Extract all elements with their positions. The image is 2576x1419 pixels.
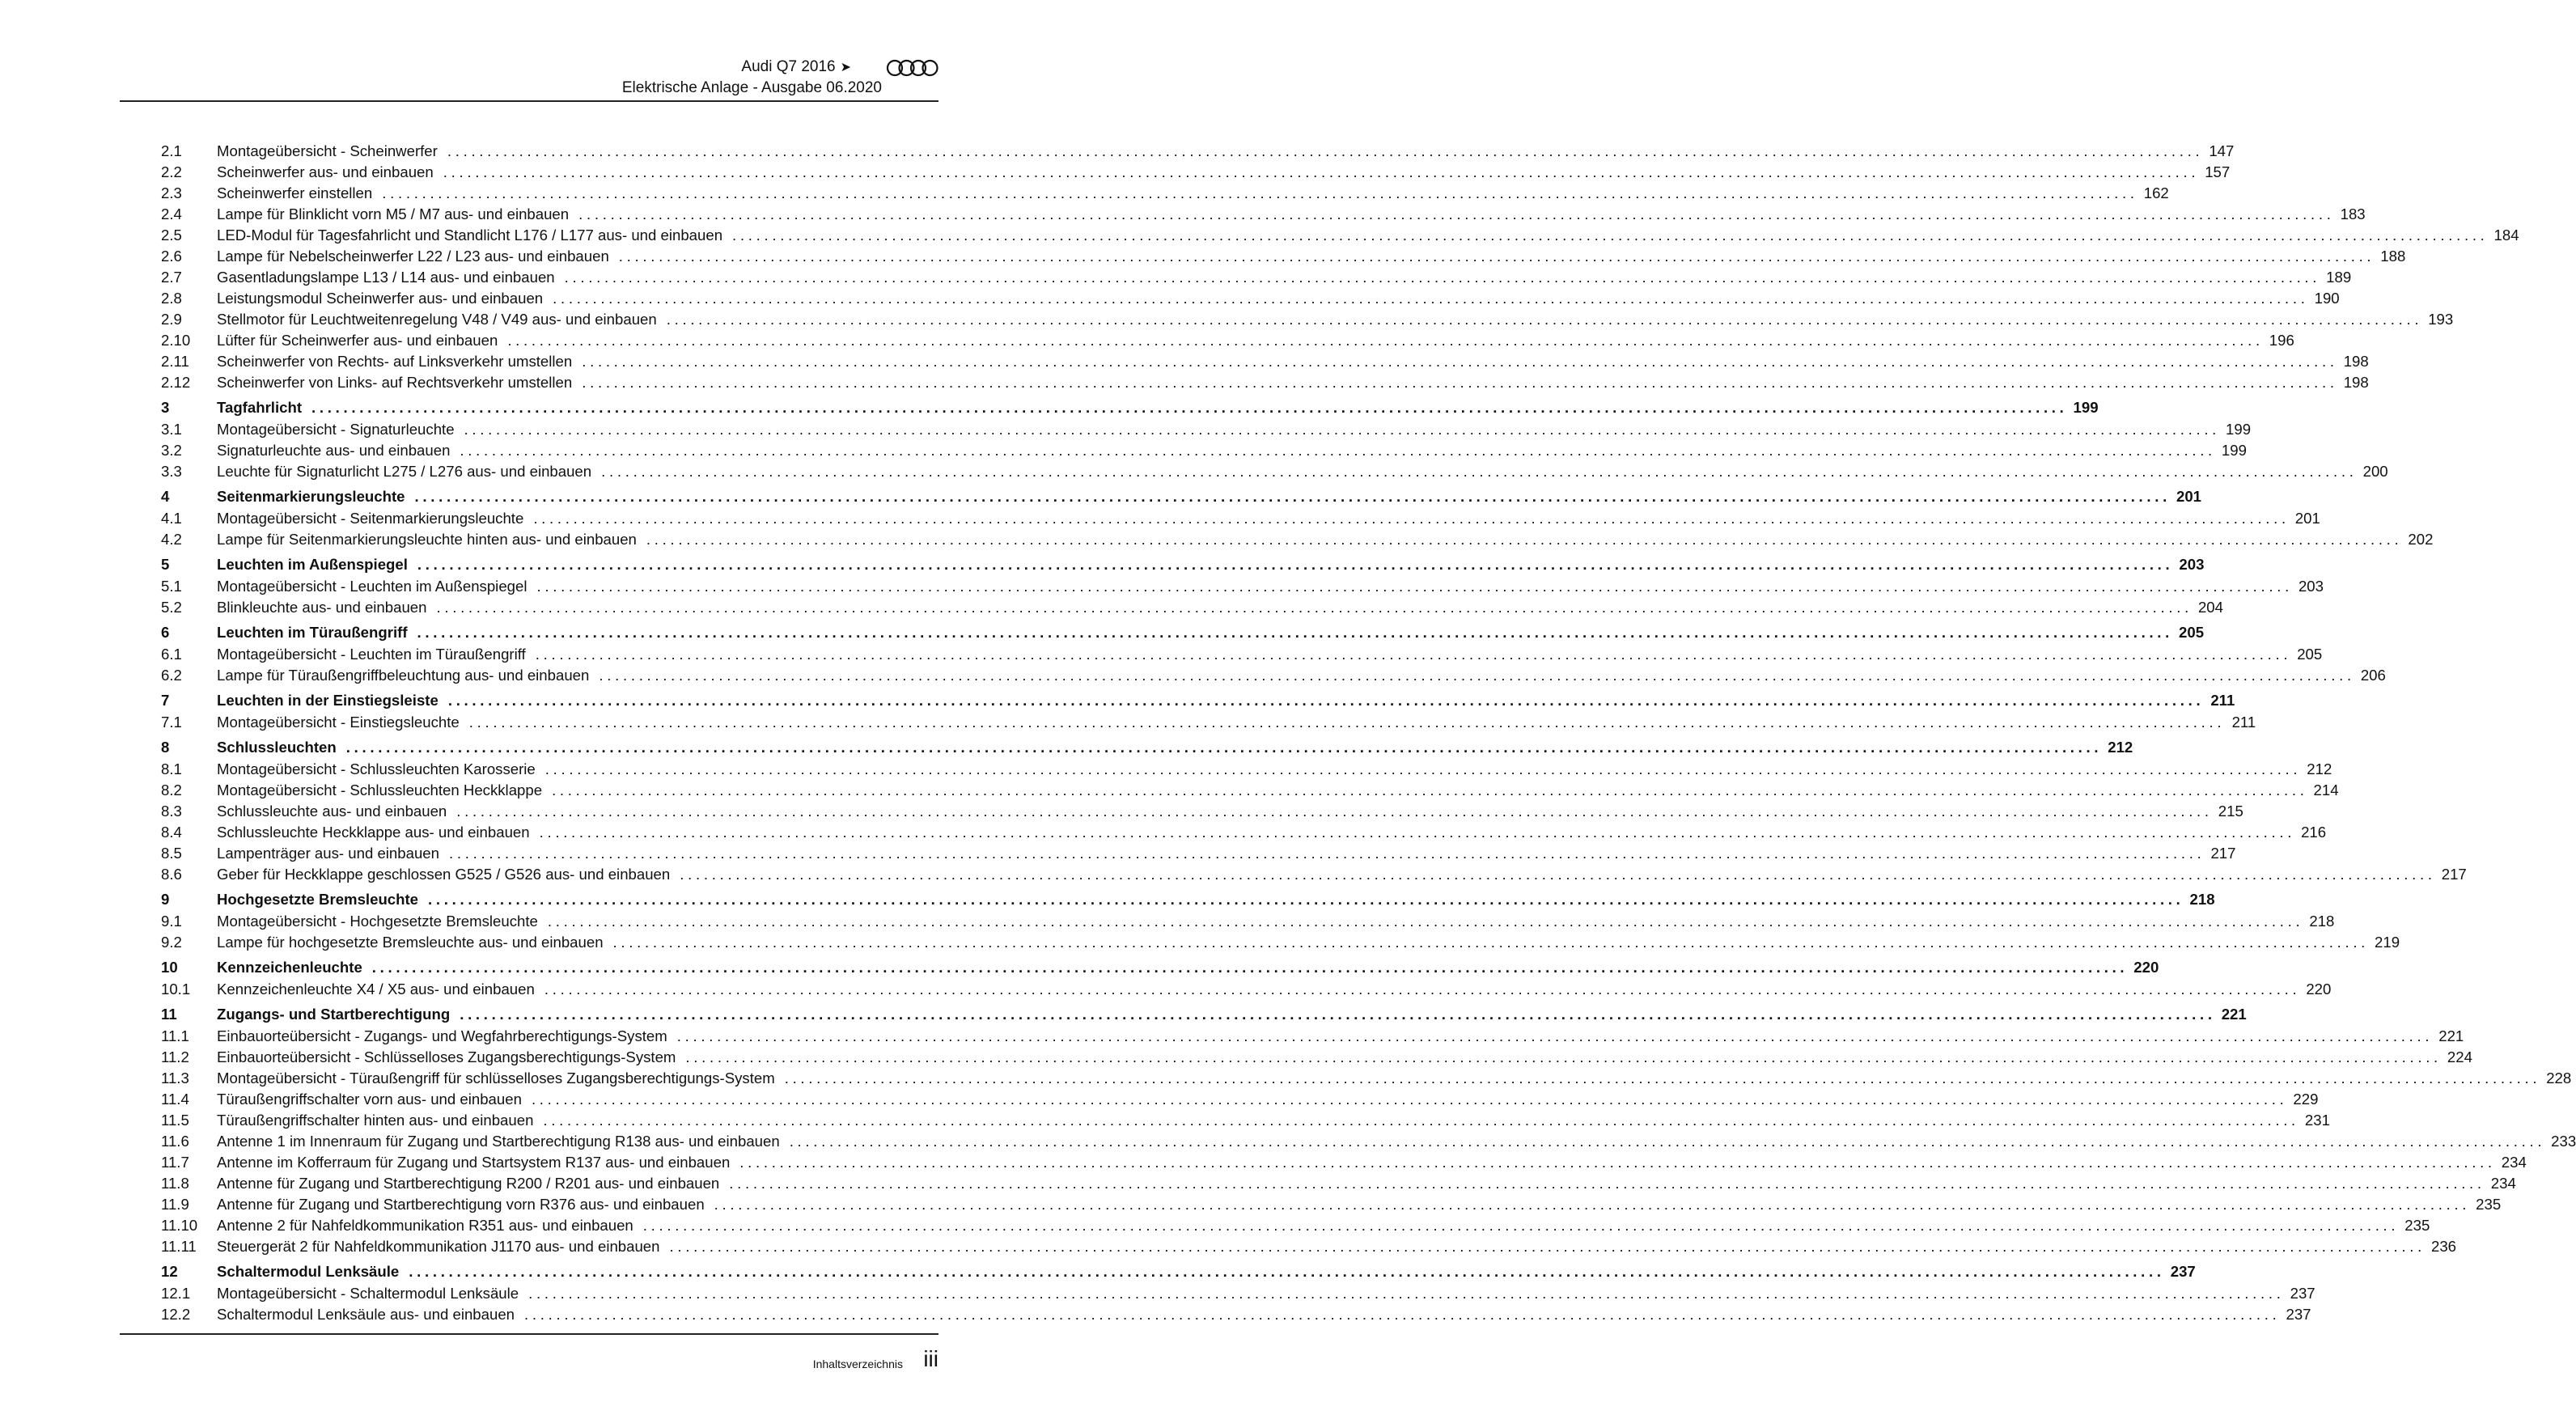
toc-leader-dots: ............................................................................................................................................................................................................................ (460, 1006, 2216, 1023)
toc-entry[interactable] (161, 932, 2400, 953)
toc-entry-number: 2.9 (161, 311, 182, 328)
toc-entry-number: 3 (161, 399, 170, 416)
toc-entry-title: Antenne im Kofferraum für Zugang und Startsystem R137 aus- und einbauen (217, 1154, 731, 1171)
toc-entry-title: Blinkleuchte aus- und einbauen (217, 599, 427, 616)
toc-entry-page: 196 (2269, 332, 2294, 349)
toc-entry-title: Leuchten im Außenspiegel (217, 556, 408, 573)
toc-entry-page: 183 (2340, 205, 2366, 222)
toc-entry[interactable] (161, 288, 2340, 309)
toc-entry-title: Schaltermodul Lenksäule aus- und einbauen (217, 1306, 515, 1323)
toc-entry-page: 214 (2313, 782, 2339, 798)
toc-entry-title: Antenne 1 im Innenraum für Zugang und Startberechtigung R138 aus- und einbauen (217, 1133, 780, 1150)
toc-entry-number: 11.10 (161, 1217, 198, 1234)
toc-entry[interactable] (161, 1304, 2311, 1325)
toc-entry-number: 8.4 (161, 824, 182, 841)
toc-leader-dots: ............................................................................................................................................................................................................................ (564, 269, 2321, 286)
toc-entry-title: Lampenträger aus- und einbauen (217, 845, 439, 862)
toc-entry-number: 2.12 (161, 374, 191, 391)
toc-leader-dots: ............................................................................................................................................................................................................................ (536, 578, 2293, 595)
toc-leader-dots: ............................................................................................................................................................................................................................ (468, 714, 2226, 731)
toc-entry-page: 231 (2304, 1112, 2330, 1129)
toc-leader-dots: ............................................................................................................................................................................................................................ (729, 1175, 2485, 1192)
toc-entry-number: 11.9 (161, 1196, 189, 1213)
toc-entry-title: Zugangs- und Startberechtigung (217, 1006, 451, 1023)
toc-entry-title: Scheinwerfer einstellen (217, 184, 373, 201)
toc-entry-number: 12.1 (161, 1285, 191, 1302)
toc-entry-number: 11.3 (161, 1070, 189, 1086)
toc-chapter-entry[interactable] (161, 1260, 2196, 1283)
toc-entry-number: 5.1 (161, 578, 182, 595)
toc-entry[interactable] (161, 1110, 2330, 1131)
toc-entry[interactable] (161, 461, 2388, 482)
toc-entry[interactable] (161, 1173, 2516, 1194)
toc-entry-number: 11.6 (161, 1133, 189, 1150)
toc-chapter-entry[interactable] (161, 485, 2202, 508)
toc-entry-page: 199 (2226, 421, 2252, 438)
toc-leader-dots: ............................................................................................................................................................................................................................ (447, 692, 2205, 709)
toc-entry[interactable] (161, 1236, 2457, 1257)
toc-entry-number: 8.1 (161, 760, 182, 777)
toc-entry-title: Scheinwerfer von Links- auf Rechtsverkehr umstellen (217, 374, 573, 391)
toc-entry[interactable] (161, 529, 2434, 550)
toc-entry-page: 224 (2447, 1048, 2472, 1065)
toc-entry-page: 188 (2380, 248, 2406, 265)
toc-entry-title: Steuergerät 2 für Nahfeldkommunikation J1170 aus- und einbauen (217, 1238, 660, 1255)
toc-leader-dots: ............................................................................................................................................................................................................................ (553, 290, 2309, 307)
toc-entry-page: 221 (2438, 1027, 2464, 1044)
toc-leader-dots: ............................................................................................................................................................................................................................ (443, 163, 2200, 180)
toc-entry-page: 206 (2360, 667, 2386, 684)
audi-rings-logo (887, 58, 938, 78)
toc-entry-title: Türaußengriffschalter hinten aus- und einbauen (217, 1112, 534, 1129)
toc-entry-title: Kennzeichenleuchte (217, 959, 362, 976)
toc-entry-page: 199 (2073, 399, 2099, 416)
toc-entry-page: 211 (2231, 714, 2256, 731)
toc-entry-page: 218 (2189, 891, 2215, 908)
toc-entry-page: 203 (2298, 578, 2324, 595)
toc-entry[interactable] (161, 759, 2332, 780)
toc-entry[interactable] (161, 309, 2454, 330)
toc-entry-title: Scheinwerfer aus- und einbauen (217, 163, 434, 180)
footer-page-number: iii (923, 1346, 938, 1371)
toc-entry-number: 3.2 (161, 442, 182, 459)
toc-entry-title: Montageübersicht - Einstiegsleuchte (217, 714, 460, 731)
toc-leader-dots: ............................................................................................................................................................................................................................ (669, 1238, 2426, 1255)
toc-entry-page: 216 (2301, 824, 2327, 841)
toc-leader-dots: ............................................................................................................................................................................................................................ (784, 1070, 2541, 1086)
toc-entry[interactable] (161, 576, 2324, 597)
toc-entry-title: Montageübersicht - Schlussleuchten Karosserie (217, 760, 536, 777)
toc-entry-title: Schaltermodul Lenksäule (217, 1263, 400, 1280)
toc-leader-dots: ............................................................................................................................................................................................................................ (732, 227, 2489, 244)
toc-entry-page: 202 (2408, 531, 2434, 548)
toc-entry-number: 11.2 (161, 1048, 189, 1065)
toc-entry[interactable] (161, 644, 2323, 665)
toc-entry-title: Signaturleuchte aus- und einbauen (217, 442, 451, 459)
header-model: Audi Q7 2016 (741, 58, 836, 75)
toc-leader-dots: ............................................................................................................................................................................................................................ (456, 803, 2213, 820)
toc-entry-title: Scheinwerfer von Rechts- auf Linksverkehr umstellen (217, 353, 573, 370)
toc-leader-dots: ............................................................................................................................................................................................................................ (531, 1091, 2288, 1108)
toc-entry[interactable] (161, 183, 2169, 204)
toc-entry[interactable] (161, 225, 2519, 246)
toc-entry-title: Tagfahrlicht (217, 399, 303, 416)
toc-entry-title: Hochgesetzte Bremsleuchte (217, 891, 419, 908)
toc-entry-number: 4.2 (161, 531, 182, 548)
header-subtitle: Elektrische Anlage - Ausgabe 06.2020 (621, 79, 882, 96)
toc-entry-title: Leuchten im Türaußengriff (217, 624, 408, 641)
toc-entry-page: 220 (2306, 981, 2332, 998)
toc-entry-page: 217 (2441, 866, 2467, 883)
toc-leader-dots: ............................................................................................................................................................................................................................ (417, 624, 2174, 641)
toc-leader-dots: ............................................................................................................................................................................................................................ (666, 311, 2423, 328)
toc-entry-title: Leuchten in der Einstiegsleiste (217, 692, 439, 709)
toc-entry[interactable] (161, 979, 2332, 1000)
toc-leader-dots: ............................................................................................................................................................................................................................ (582, 353, 2338, 370)
toc-leader-dots: ............................................................................................................................................................................................................................ (417, 556, 2174, 573)
toc-entry[interactable] (161, 822, 2327, 843)
toc-leader-dots: ............................................................................................................................................................................................................................ (311, 399, 2068, 416)
toc-entry-number: 8.2 (161, 782, 182, 798)
toc-entry[interactable] (161, 911, 2335, 932)
toc-leader-dots: ............................................................................................................................................................................................................................ (599, 667, 2355, 684)
toc-entry-title: Antenne 2 für Nahfeldkommunikation R351 aus- und einbauen (217, 1217, 633, 1234)
toc-leader-dots: ............................................................................................................................................................................................................................ (544, 760, 2302, 777)
toc-entry-page: 218 (2309, 913, 2335, 930)
toc-leader-dots: ............................................................................................................................................................................................................................ (460, 442, 2216, 459)
toc-entry-number: 8.5 (161, 845, 182, 862)
toc-entry-page: 203 (2179, 556, 2205, 573)
toc-entry-number: 2.4 (161, 205, 182, 222)
toc-entry-title: Lüfter für Scheinwerfer aus- und einbauen (217, 332, 498, 349)
toc-leader-dots: ............................................................................................................................................................................................................................ (582, 374, 2338, 391)
toc-leader-dots: ............................................................................................................................................................................................................................ (642, 1217, 2400, 1234)
toc-entry-page: 235 (2476, 1196, 2502, 1213)
toc-entry-page: 162 (2143, 184, 2169, 201)
toc-entry[interactable] (161, 665, 2386, 686)
toc-entry-title: Lampe für Seitenmarkierungsleuchte hinten aus- und einbauen (217, 531, 637, 548)
toc-entry[interactable] (161, 1283, 2315, 1304)
toc-entry[interactable] (161, 1089, 2319, 1110)
toc-entry-title: Schlussleuchte Heckklappe aus- und einbauen (217, 824, 530, 841)
toc-entry[interactable] (161, 1026, 2464, 1047)
toc-entry-title: Türaußengriffschalter vorn aus- und einbauen (217, 1091, 522, 1108)
header-model-line (741, 58, 851, 76)
toc-entry[interactable] (161, 597, 2223, 618)
toc-entry[interactable] (161, 267, 2352, 288)
toc-entry-page: 212 (2307, 760, 2332, 777)
toc-entry[interactable] (161, 440, 2247, 461)
toc-entry-number: 4.1 (161, 510, 182, 527)
toc-leader-dots: ............................................................................................................................................................................................................................ (618, 248, 2375, 265)
toc-entry-number: 2.6 (161, 248, 182, 265)
toc-entry-title: Lampe für hochgesetzte Bremsleuchte aus- und einbauen (217, 934, 604, 951)
toc-entry-number: 8 (161, 739, 170, 756)
page-header (120, 53, 938, 102)
toc-leader-dots: ............................................................................................................................................................................................................................ (680, 866, 2436, 883)
toc-entry-number: 11.7 (161, 1154, 189, 1171)
toc-entry[interactable] (161, 864, 2467, 885)
footer-label: Inhaltsverzeichnis (812, 1358, 903, 1370)
toc-entry[interactable] (161, 141, 2235, 162)
toc-entry-number: 10.1 (161, 981, 191, 998)
toc-entry-page: 205 (2179, 624, 2205, 641)
toc-entry-number: 2.5 (161, 227, 182, 244)
toc-entry-number: 7 (161, 692, 170, 709)
table-of-contents (161, 141, 2576, 1325)
toc-entry[interactable] (161, 508, 2320, 529)
toc-entry-page: 190 (2314, 290, 2340, 307)
toc-entry-title: Lampe für Türaußengriffbeleuchtung aus- und einbauen (217, 667, 590, 684)
toc-entry-number: 11.5 (161, 1112, 189, 1129)
toc-chapter-entry[interactable] (161, 688, 2235, 712)
toc-entry-page: 215 (2218, 803, 2243, 820)
toc-chapter-entry[interactable] (161, 887, 2215, 911)
toc-leader-dots: ............................................................................................................................................................................................................................ (345, 739, 2103, 756)
arrow-icon: ➤ (840, 61, 851, 74)
toc-entry-title: Leistungsmodul Scheinwerfer aus- und einbauen (217, 290, 544, 307)
toc-entry-number: 6 (161, 624, 170, 641)
toc-entry-number: 5 (161, 556, 170, 573)
toc-entry-page: 211 (2210, 692, 2235, 709)
toc-chapter-entry[interactable] (161, 621, 2205, 644)
toc-entry-page: 236 (2430, 1238, 2457, 1255)
toc-entry-number: 2.10 (161, 332, 191, 349)
toc-entry-page: 147 (2209, 142, 2235, 159)
toc-entry[interactable] (161, 330, 2294, 351)
toc-leader-dots: ............................................................................................................................................................................................................................ (535, 646, 2292, 663)
toc-entry[interactable] (161, 780, 2339, 801)
toc-entry-page: 184 (2493, 227, 2519, 244)
toc-entry-page: 199 (2221, 442, 2247, 459)
toc-entry-number: 3.1 (161, 421, 182, 438)
toc-leader-dots: ............................................................................................................................................................................................................................ (646, 531, 2403, 548)
toc-entry[interactable] (161, 1047, 2472, 1068)
toc-entry-title: Montageübersicht - Türaußengriff für schlüsselloses Zugangsberechtigungs-System (217, 1070, 775, 1086)
toc-entry-title: Stellmotor für Leuchtweitenregelung V48 / V49 aus- und einbauen (217, 311, 657, 328)
toc-entry-number: 8.3 (161, 803, 182, 820)
toc-entry-page: 219 (2375, 934, 2400, 951)
toc-entry-number: 9.1 (161, 913, 182, 930)
toc-leader-dots: ............................................................................................................................................................................................................................ (528, 1285, 2285, 1302)
toc-leader-dots: ............................................................................................................................................................................................................................ (612, 934, 2370, 951)
toc-leader-dots: ............................................................................................................................................................................................................................ (578, 205, 2335, 222)
toc-leader-dots: ............................................................................................................................................................................................................................ (507, 332, 2264, 349)
toc-entry-page: 212 (2108, 739, 2133, 756)
toc-entry-number: 4 (161, 488, 170, 505)
toc-leader-dots: ............................................................................................................................................................................................................................ (739, 1154, 2496, 1171)
toc-entry-page: 205 (2297, 646, 2323, 663)
toc-entry-number: 12.2 (161, 1306, 191, 1323)
toc-entry-title: Geber für Heckklappe geschlossen G525 / G526 aus- und einbauen (217, 866, 671, 883)
toc-entry-page: 198 (2343, 374, 2369, 391)
toc-leader-dots: ............................................................................................................................................................................................................................ (447, 142, 2204, 159)
toc-entry-number: 9 (161, 891, 170, 908)
toc-entry-number: 8.6 (161, 866, 182, 883)
toc-entry-title: Montageübersicht - Leuchten im Außenspiegel (217, 578, 527, 595)
toc-entry[interactable] (161, 372, 2369, 393)
toc-leader-dots: ............................................................................................................................................................................................................................ (601, 463, 2358, 480)
toc-entry-page: 157 (2205, 163, 2231, 180)
toc-entry[interactable] (161, 1215, 2430, 1236)
toc-entry-title: Montageübersicht - Signaturleuchte (217, 421, 455, 438)
toc-entry-page: 229 (2293, 1091, 2319, 1108)
toc-entry-number: 11.11 (161, 1238, 197, 1255)
toc-entry-title: Lampe für Blinklicht vorn M5 / M7 aus- und einbauen (217, 205, 570, 222)
toc-entry-number: 2.7 (161, 269, 182, 286)
toc-chapter-entry[interactable] (161, 955, 2159, 979)
toc-entry-title: Schlussleuchte aus- und einbauen (217, 803, 447, 820)
toc-entry-page: 198 (2343, 353, 2369, 370)
toc-entry[interactable] (161, 351, 2369, 372)
toc-leader-dots: ............................................................................................................................................................................................................................ (533, 510, 2290, 527)
toc-entry-page: 221 (2221, 1006, 2247, 1023)
toc-entry-page: 204 (2197, 599, 2223, 616)
toc-entry[interactable] (161, 419, 2252, 440)
toc-entry-number: 7.1 (161, 714, 182, 731)
toc-entry-title: Montageübersicht - Schlussleuchten Heckklappe (217, 782, 543, 798)
toc-leader-dots: ............................................................................................................................................................................................................................ (414, 488, 2171, 505)
toc-entry[interactable] (161, 204, 2366, 225)
toc-entry-page: 233 (2551, 1133, 2576, 1150)
toc-entry-number: 2.8 (161, 290, 182, 307)
toc-leader-dots: ............................................................................................................................................................................................................................ (524, 1306, 2281, 1323)
toc-entry-number: 3.3 (161, 463, 182, 480)
toc-chapter-entry[interactable] (161, 1002, 2247, 1026)
toc-entry-page: 193 (2428, 311, 2454, 328)
toc-entry-number: 9.2 (161, 934, 182, 951)
toc-entry-number: 6.1 (161, 646, 182, 663)
toc-entry-title: Seitenmarkierungsleuchte (217, 488, 405, 505)
toc-entry-title: Lampe für Nebelscheinwerfer L22 / L23 aus- und einbauen (217, 248, 609, 265)
toc-entry-number: 5.2 (161, 599, 182, 616)
toc-entry-number: 11 (161, 1006, 177, 1023)
toc-entry-number: 2.2 (161, 163, 182, 180)
toc-entry-number: 11.1 (161, 1027, 189, 1044)
toc-entry-number: 6.2 (161, 667, 182, 684)
toc-leader-dots: ............................................................................................................................................................................................................................ (448, 845, 2205, 862)
toc-entry-title: Montageübersicht - Leuchten im Türaußengriff (217, 646, 526, 663)
toc-entry[interactable] (161, 1131, 2576, 1152)
toc-entry-page: 217 (2210, 845, 2236, 862)
toc-leader-dots: ............................................................................................................................................................................................................................ (409, 1263, 2165, 1280)
toc-leader-dots: ............................................................................................................................................................................................................................ (371, 959, 2129, 976)
toc-entry-title: Antenne für Zugang und Startberechtigung R200 / R201 aus- und einbauen (217, 1175, 720, 1192)
toc-entry-title: Kennzeichenleuchte X4 / X5 aus- und einbauen (217, 981, 535, 998)
toc-leader-dots: ............................................................................................................................................................................................................................ (789, 1133, 2546, 1150)
toc-entry[interactable] (161, 712, 2256, 733)
toc-leader-dots: ............................................................................................................................................................................................................................ (436, 599, 2193, 616)
toc-leader-dots: ............................................................................................................................................................................................................................ (544, 981, 2301, 998)
toc-leader-dots: ............................................................................................................................................................................................................................ (543, 1112, 2299, 1129)
toc-entry-page: 220 (2133, 959, 2159, 976)
toc-entry-number: 2.11 (161, 353, 189, 370)
toc-entry[interactable] (161, 1152, 2527, 1173)
toc-entry-page: 201 (2176, 488, 2202, 505)
toc-entry[interactable] (161, 843, 2236, 864)
toc-entry-title: Montageübersicht - Hochgesetzte Bremsleuchte (217, 913, 538, 930)
toc-leader-dots: ............................................................................................................................................................................................................................ (382, 184, 2138, 201)
toc-entry-title: Leuchte für Signaturlicht L275 / L276 aus- und einbauen (217, 463, 592, 480)
toc-chapter-entry[interactable] (161, 735, 2133, 759)
toc-leader-dots: ............................................................................................................................................................................................................................ (714, 1196, 2471, 1213)
toc-leader-dots: ............................................................................................................................................................................................................................ (685, 1048, 2442, 1065)
toc-entry-page: 235 (2404, 1217, 2430, 1234)
toc-entry[interactable] (161, 801, 2243, 822)
toc-leader-dots: ............................................................................................................................................................................................................................ (464, 421, 2221, 438)
toc-entry-page: 237 (2170, 1263, 2196, 1280)
page-footer (120, 1333, 938, 1383)
toc-entry-title: Einbauorteübersicht - Zugangs- und Wegfahrberechtigungs-System (217, 1027, 667, 1044)
toc-entry-number: 12 (161, 1263, 178, 1280)
toc-entry-title: Einbauorteübersicht - Schlüsselloses Zugangsberechtigungs-System (217, 1048, 676, 1065)
toc-chapter-entry[interactable] (161, 396, 2099, 419)
toc-leader-dots: ............................................................................................................................................................................................................................ (547, 913, 2304, 930)
toc-entry-page: 237 (2290, 1285, 2315, 1302)
toc-entry-title: LED-Modul für Tagesfahrlicht und Standlicht L176 / L177 aus- und einbauen (217, 227, 723, 244)
toc-leader-dots: ............................................................................................................................................................................................................................ (676, 1027, 2434, 1044)
toc-entry-title: Schlussleuchten (217, 739, 337, 756)
toc-entry-number: 2.3 (161, 184, 182, 201)
toc-entry[interactable] (161, 1194, 2502, 1215)
toc-entry[interactable] (161, 162, 2231, 183)
toc-entry-title: Montageübersicht - Seitenmarkierungsleuchte (217, 510, 524, 527)
toc-entry-title: Gasentladungslampe L13 / L14 aus- und einbauen (217, 269, 555, 286)
toc-entry-page: 189 (2326, 269, 2352, 286)
toc-entry[interactable] (161, 1068, 2572, 1089)
toc-chapter-entry[interactable] (161, 553, 2205, 576)
toc-leader-dots: ............................................................................................................................................................................................................................ (552, 782, 2308, 798)
toc-entry-page: 201 (2294, 510, 2320, 527)
toc-entry-page: 234 (2501, 1154, 2527, 1171)
toc-entry-number: 11.4 (161, 1091, 189, 1108)
toc-entry-page: 228 (2546, 1070, 2572, 1086)
toc-entry-number: 2.1 (161, 142, 182, 159)
toc-entry-number: 10 (161, 959, 178, 976)
toc-entry[interactable] (161, 246, 2406, 267)
toc-entry-title: Montageübersicht - Scheinwerfer (217, 142, 438, 159)
toc-entry-title: Montageübersicht - Schaltermodul Lenksäule (217, 1285, 519, 1302)
toc-entry-number: 11.8 (161, 1175, 189, 1192)
toc-leader-dots: ............................................................................................................................................................................................................................ (539, 824, 2296, 841)
toc-entry-page: 234 (2490, 1175, 2516, 1192)
toc-entry-title: Antenne für Zugang und Startberechtigung vorn R376 aus- und einbauen (217, 1196, 705, 1213)
toc-leader-dots: ............................................................................................................................................................................................................................ (428, 891, 2184, 908)
toc-entry-page: 200 (2362, 463, 2388, 480)
toc-entry-page: 237 (2286, 1306, 2311, 1323)
